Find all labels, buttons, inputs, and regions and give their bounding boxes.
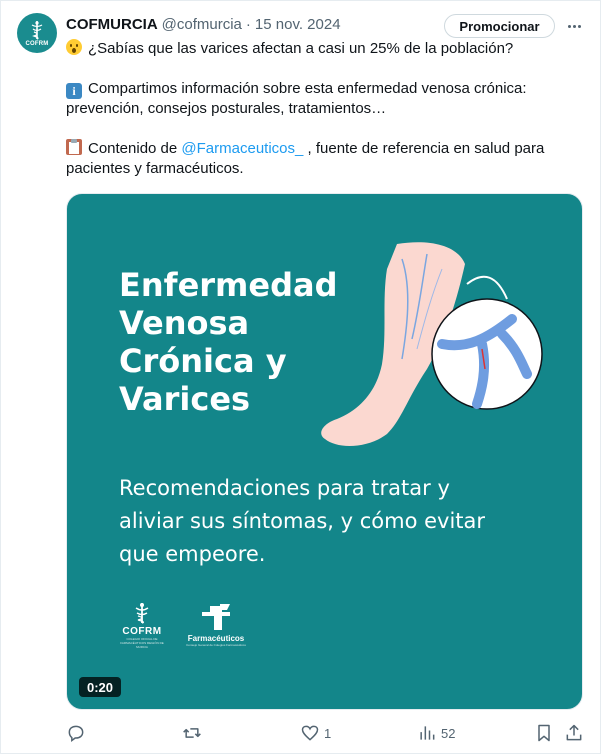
tweet-header: [66, 14, 341, 34]
author-handle[interactable]: @cofmurcia: [161, 15, 242, 33]
avatar[interactable]: [17, 13, 57, 53]
promote-button[interactable]: Promocionar: [444, 14, 555, 38]
action-bar: [66, 721, 586, 745]
farmaceuticos-logo: [185, 602, 247, 662]
tweet-info: Compartimos información sobre esta enfermedad venosa crónica: prevención, consejos posturales, tratamientos…: [66, 80, 527, 117]
share-icon: [564, 723, 584, 743]
video-player[interactable]: [66, 193, 583, 710]
astonished-face-icon: [66, 39, 82, 55]
like-button[interactable]: [300, 721, 331, 745]
tweet-date[interactable]: 15 nov. 2024: [254, 15, 341, 33]
farmaceuticos-logo-text: Farmacéuticos: [187, 634, 245, 643]
reply-icon: [66, 723, 86, 743]
video-duration-badge: 0:20: [79, 677, 121, 697]
retweet-button[interactable]: [182, 721, 206, 745]
tweet-text-line-2: [66, 79, 581, 119]
retweet-icon: [182, 723, 202, 743]
views-chart-icon: [417, 723, 437, 743]
cofrm-caduceus-icon: [132, 602, 152, 624]
cofrm-logo-text: COFRM: [122, 626, 162, 637]
pharmacy-cross-icon: [200, 602, 232, 632]
tweet-source-suffix: , fuente de referencia en salud para pacientes y farmacéuticos.: [66, 140, 545, 177]
share-button[interactable]: [564, 721, 584, 745]
like-count: 1: [324, 725, 332, 741]
video-title: Enfermedad Venosa Crónica y Varices: [119, 266, 338, 418]
clipboard-icon: [66, 139, 82, 155]
bookmark-button[interactable]: [534, 721, 554, 745]
tweet-question: ¿Sabías que las varices afectan a casi un 25% de la población?: [88, 40, 514, 57]
farmaceuticos-logo-subtext: Consejo General de Colegios Farmacéuticos: [186, 643, 246, 647]
bookmark-icon: [534, 723, 554, 743]
cofrm-logo: [117, 602, 167, 662]
video-subtitle: Recomendaciones para tratar y aliviar sus síntomas, y cómo evitar que empeore.: [119, 476, 486, 566]
more-options-icon[interactable]: [563, 16, 585, 36]
tweet-source-prefix: Contenido de: [88, 140, 182, 157]
tweet-text: [66, 39, 581, 179]
separator-dot: ·: [245, 15, 251, 33]
author-name[interactable]: COFMURCIA: [66, 15, 158, 33]
views-button[interactable]: [417, 721, 455, 745]
reply-button[interactable]: [66, 721, 90, 745]
tweet-text-line-1: [66, 39, 581, 59]
leg-veins-illustration: [307, 239, 552, 459]
views-count: 52: [441, 725, 456, 741]
information-icon: i: [66, 83, 82, 99]
mention-link[interactable]: @Farmaceuticos_: [181, 140, 304, 157]
caduceus-icon: [29, 20, 45, 40]
tweet-text-line-3: [66, 139, 581, 179]
heart-icon: [300, 723, 320, 743]
avatar-label: COFRM: [25, 40, 49, 47]
logos-row: [117, 602, 277, 662]
cofrm-logo-subtext: COLEGIO OFICIAL DE FARMACÉUTICOS REGIÓN DE MURCIA: [120, 637, 164, 649]
